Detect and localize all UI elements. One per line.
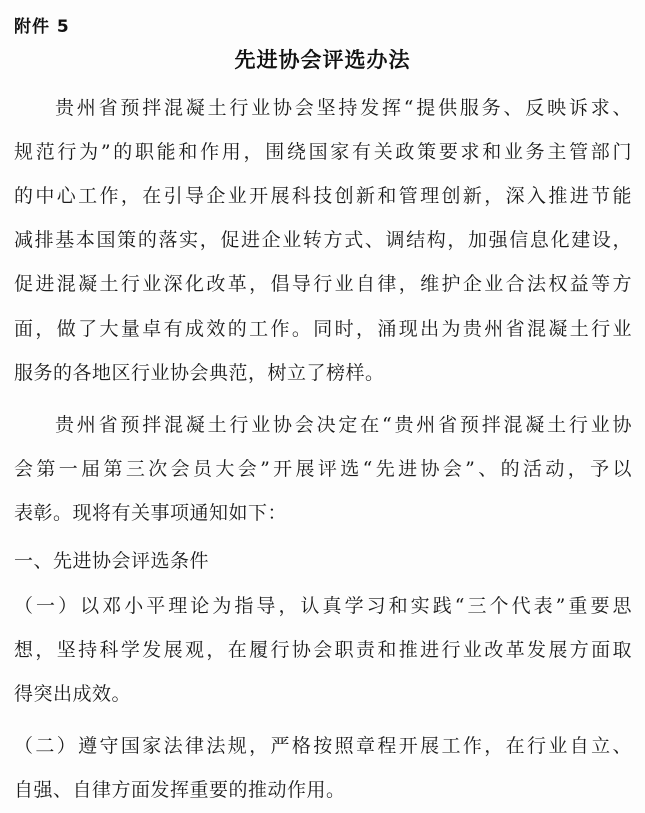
paragraph-line: （二）遵守国家法律法规，严格按照章程开展工作，在行业自立、	[14, 735, 632, 757]
paragraph-line: 的中心工作，在引导企业开展科技创新和管理创新，深入推进节能	[14, 185, 632, 207]
paragraph-line: 想，坚持科学发展观，在履行协会职责和推进行业改革发展方面取	[14, 639, 632, 661]
paragraph-line: 贵州省预拌混凝土行业协会决定在“贵州省预拌混凝土行业协	[55, 414, 632, 436]
document-title: 先进协会评选办法	[234, 48, 411, 72]
paragraph-line: 贵州省预拌混凝土行业协会坚持发挥“提供服务、反映诉求、	[55, 97, 632, 119]
attachment-label: 附件 5	[14, 17, 70, 37]
paragraph-line: 面，做了大量卓有成效的工作。同时，涌现出为贵州省混凝土行业	[14, 318, 632, 340]
paragraph-line: 减排基本国策的落实，促进企业转方式、调结构，加强信息化建设，	[14, 229, 632, 251]
paragraph-line: 规范行为”的职能和作用，围绕国家有关政策要求和业务主管部门	[14, 141, 632, 163]
paragraph-line: 促进混凝土行业深化改革，倡导行业自律，维护企业合法权益等方	[14, 273, 632, 295]
paragraph-line: 服务的各地区行业协会典范，树立了榜样。	[14, 362, 385, 384]
paragraph-line: 得突出成效。	[14, 683, 132, 705]
paragraph-line: 会第一届第三次会员大会”开展评选“先进协会”、的活动，予以	[14, 458, 632, 480]
paragraph-line: （一）以邓小平理论为指导，认真学习和实践“三个代表”重要思	[14, 595, 632, 617]
section-heading: 一、先进协会评选条件	[14, 550, 210, 572]
paragraph-line: 表彰。现将有关事项通知如下：	[14, 502, 288, 524]
paragraph-line: 自强、自律方面发挥重要的推动作用。	[14, 779, 346, 801]
